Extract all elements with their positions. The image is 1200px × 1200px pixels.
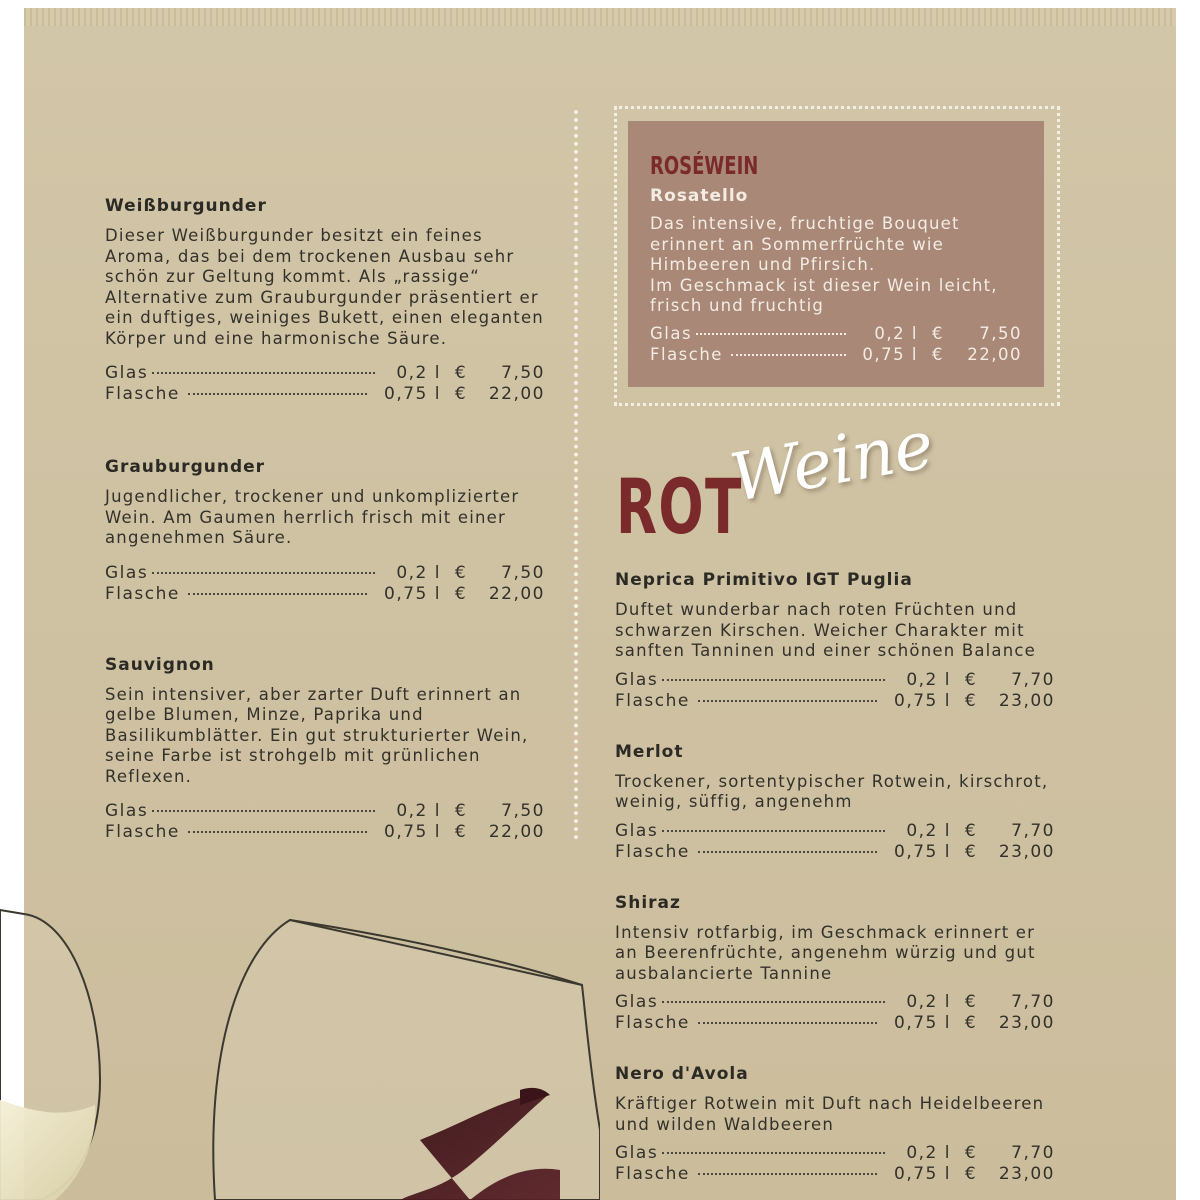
volume: 0,75 l (894, 841, 951, 862)
price: 7,50 (501, 562, 545, 583)
wine-item (615, 570, 1055, 712)
rose-section-title: ROSÉWEIN (650, 151, 759, 180)
volume: 0,2 l (396, 801, 441, 821)
price-row-glass (105, 801, 545, 822)
price-row-glass (615, 992, 1055, 1013)
volume: 0,2 l (396, 562, 441, 583)
dot-leader (698, 699, 877, 702)
volume: 0,2 l (906, 669, 951, 690)
currency: € (964, 1013, 978, 1033)
red-wine-column (615, 570, 1055, 1185)
price: 23,00 (998, 690, 1055, 711)
dot-leader (662, 678, 885, 681)
price-label: Flasche (650, 344, 723, 364)
dotted-column-divider (574, 110, 578, 840)
volume: 0,75 l (384, 822, 441, 842)
price-label: Glas (105, 363, 149, 383)
volume: 0,75 l (894, 1013, 951, 1033)
price-row-glass (105, 363, 545, 384)
wine-item (105, 655, 545, 844)
currency: € (964, 1164, 978, 1184)
wine-glasses-illustration (0, 890, 600, 1200)
price: 23,00 (998, 1013, 1055, 1033)
dot-leader (662, 1000, 885, 1003)
price-label: Glas (105, 562, 149, 583)
currency: € (932, 344, 944, 364)
price: 7,70 (1011, 992, 1055, 1012)
currency: € (454, 801, 468, 821)
dot-leader (696, 332, 846, 335)
wine-description: Sein intensiver, aber zarter Duft erinnert an gelbe Blumen, Minze, Paprika und Basilikumblätter. Ein gut strukturierter Wein, seine Farbe ist strohgelb mit grünlichen Reflexen. (105, 684, 529, 786)
dot-leader (698, 1172, 877, 1175)
price-row-glass (615, 1143, 1055, 1164)
wine-name: Weißburgunder (105, 196, 267, 216)
wine-name: Neprica Primitivo IGT Puglia (615, 570, 913, 590)
price-label: Glas (615, 820, 659, 841)
price-label: Glas (615, 669, 659, 690)
price: 7,70 (1011, 669, 1055, 690)
currency: € (454, 583, 468, 604)
volume: 0,2 l (874, 323, 918, 343)
deckled-top-edge (24, 8, 1176, 26)
dot-leader (152, 809, 375, 812)
dot-leader (662, 829, 885, 832)
price: 22,00 (488, 583, 545, 604)
dot-leader (152, 371, 375, 374)
heading-rot: ROT (616, 462, 743, 551)
volume: 0,75 l (894, 690, 951, 711)
price-label: Flasche (615, 1013, 690, 1033)
currency: € (932, 323, 944, 343)
currency: € (454, 562, 468, 583)
wine-name: Merlot (615, 741, 684, 762)
wine-name: Rosatello (650, 186, 749, 206)
wine-item (615, 1064, 1055, 1185)
wine-description: Jugendlicher, trockener und unkomplizierter Wein. Am Gaumen herrlich frisch mit einer angenehmen Säure. (105, 487, 520, 547)
dot-leader (698, 1021, 877, 1024)
price-label: Flasche (615, 690, 690, 711)
wine-description: Trockener, sortentypischer Rotwein, kirschrot, weinig, süffig, angenehm (615, 771, 1049, 811)
price-row-bottle (105, 584, 545, 605)
currency: € (964, 1143, 978, 1163)
price: 7,50 (501, 363, 545, 383)
wine-item (105, 196, 545, 405)
white-wine-column (105, 196, 545, 883)
price-label: Flasche (105, 822, 180, 842)
currency: € (964, 992, 978, 1012)
volume: 0,75 l (384, 583, 441, 604)
wine-item (615, 893, 1055, 1035)
wine-name: Sauvignon (105, 654, 215, 675)
wine-name: Grauburgunder (105, 457, 266, 477)
price-label: Glas (615, 1143, 659, 1163)
wine-description: Duftet wunderbar nach roten Früchten und schwarzen Kirschen. Weicher Charakter mit sanften Tanninen und einer schönen Balance (615, 600, 1037, 660)
volume: 0,75 l (384, 384, 441, 404)
price-label: Flasche (105, 384, 180, 404)
price: 7,50 (979, 323, 1022, 343)
volume: 0,75 l (894, 1164, 951, 1184)
wine-description: Kräftiger Rotwein mit Duft nach Heidelbeeren und wilden Waldbeeren (615, 1094, 1045, 1134)
price-row-glass (105, 563, 545, 584)
price-label: Glas (615, 992, 659, 1012)
price-row-bottle (650, 344, 1022, 365)
volume: 0,2 l (396, 363, 441, 383)
price: 22,00 (488, 384, 545, 404)
wine-description: Das intensive, fruchtige Bouquet erinnert an Sommerfrüchte wie Himbeeren und Pfirsich. Im Geschmack ist dieser Wein leicht, frisch und fruchtig (650, 214, 998, 315)
price: 7,70 (1011, 820, 1055, 841)
price: 22,00 (488, 822, 545, 842)
wine-description: Intensiv rotfarbig, im Geschmack erinnert er an Beerenfrüchte, angenehm würzig und gut ausbalancierte Tannine (615, 922, 1036, 983)
volume: 0,75 l (862, 344, 918, 364)
price-row-bottle (105, 384, 545, 405)
currency: € (454, 822, 468, 842)
currency: € (964, 690, 978, 711)
price-row-glass (615, 670, 1055, 691)
dot-leader (188, 392, 367, 395)
wine-item (615, 742, 1055, 863)
price-row-bottle (615, 691, 1055, 712)
dot-leader (698, 850, 877, 853)
dot-leader (152, 571, 375, 574)
currency: € (964, 841, 978, 862)
price: 23,00 (998, 1164, 1055, 1184)
price-row-bottle (615, 842, 1055, 863)
wine-name: Nero d'Avola (615, 1064, 749, 1084)
currency: € (454, 363, 468, 383)
price: 7,70 (1011, 1143, 1055, 1163)
currency: € (454, 384, 468, 404)
dot-leader (188, 830, 367, 833)
price: 23,00 (998, 841, 1055, 862)
wine-name: Shiraz (615, 892, 681, 913)
dot-leader (188, 592, 367, 595)
rose-wine-box (628, 121, 1044, 387)
price-row-bottle (615, 1013, 1055, 1034)
volume: 0,2 l (906, 992, 951, 1012)
dot-leader (731, 353, 846, 356)
currency: € (964, 820, 978, 841)
heading-weine-script: Weine (724, 405, 940, 517)
price-label: Glas (650, 323, 693, 343)
price-label: Flasche (615, 841, 690, 862)
price-label: Flasche (615, 1164, 690, 1184)
volume: 0,2 l (906, 1143, 951, 1163)
price-row-glass (650, 323, 1022, 344)
price: 7,50 (501, 801, 545, 821)
price-label: Flasche (105, 583, 180, 604)
volume: 0,2 l (906, 820, 951, 841)
price-row-bottle (105, 822, 545, 843)
price-row-bottle (615, 1164, 1055, 1185)
red-wine-glass (213, 920, 600, 1200)
dot-leader (662, 1151, 885, 1154)
price-label: Glas (105, 801, 149, 821)
currency: € (964, 669, 978, 690)
price-row-glass (615, 821, 1055, 842)
wine-item (105, 457, 545, 605)
wine-description: Dieser Weißburgunder besitzt ein feines Aroma, das bei dem trockenen Ausbau sehr schön zur Geltung kommt. Als „rassige“ Alternative zum Grauburgunder präsentiert er ein duftiges, weiniges Bukett, einen eleganten Körper und eine harmonische Säure. (105, 226, 544, 348)
white-wine-glass (0, 910, 100, 1200)
red-wine-heading (612, 405, 972, 560)
price: 22,00 (967, 344, 1022, 364)
